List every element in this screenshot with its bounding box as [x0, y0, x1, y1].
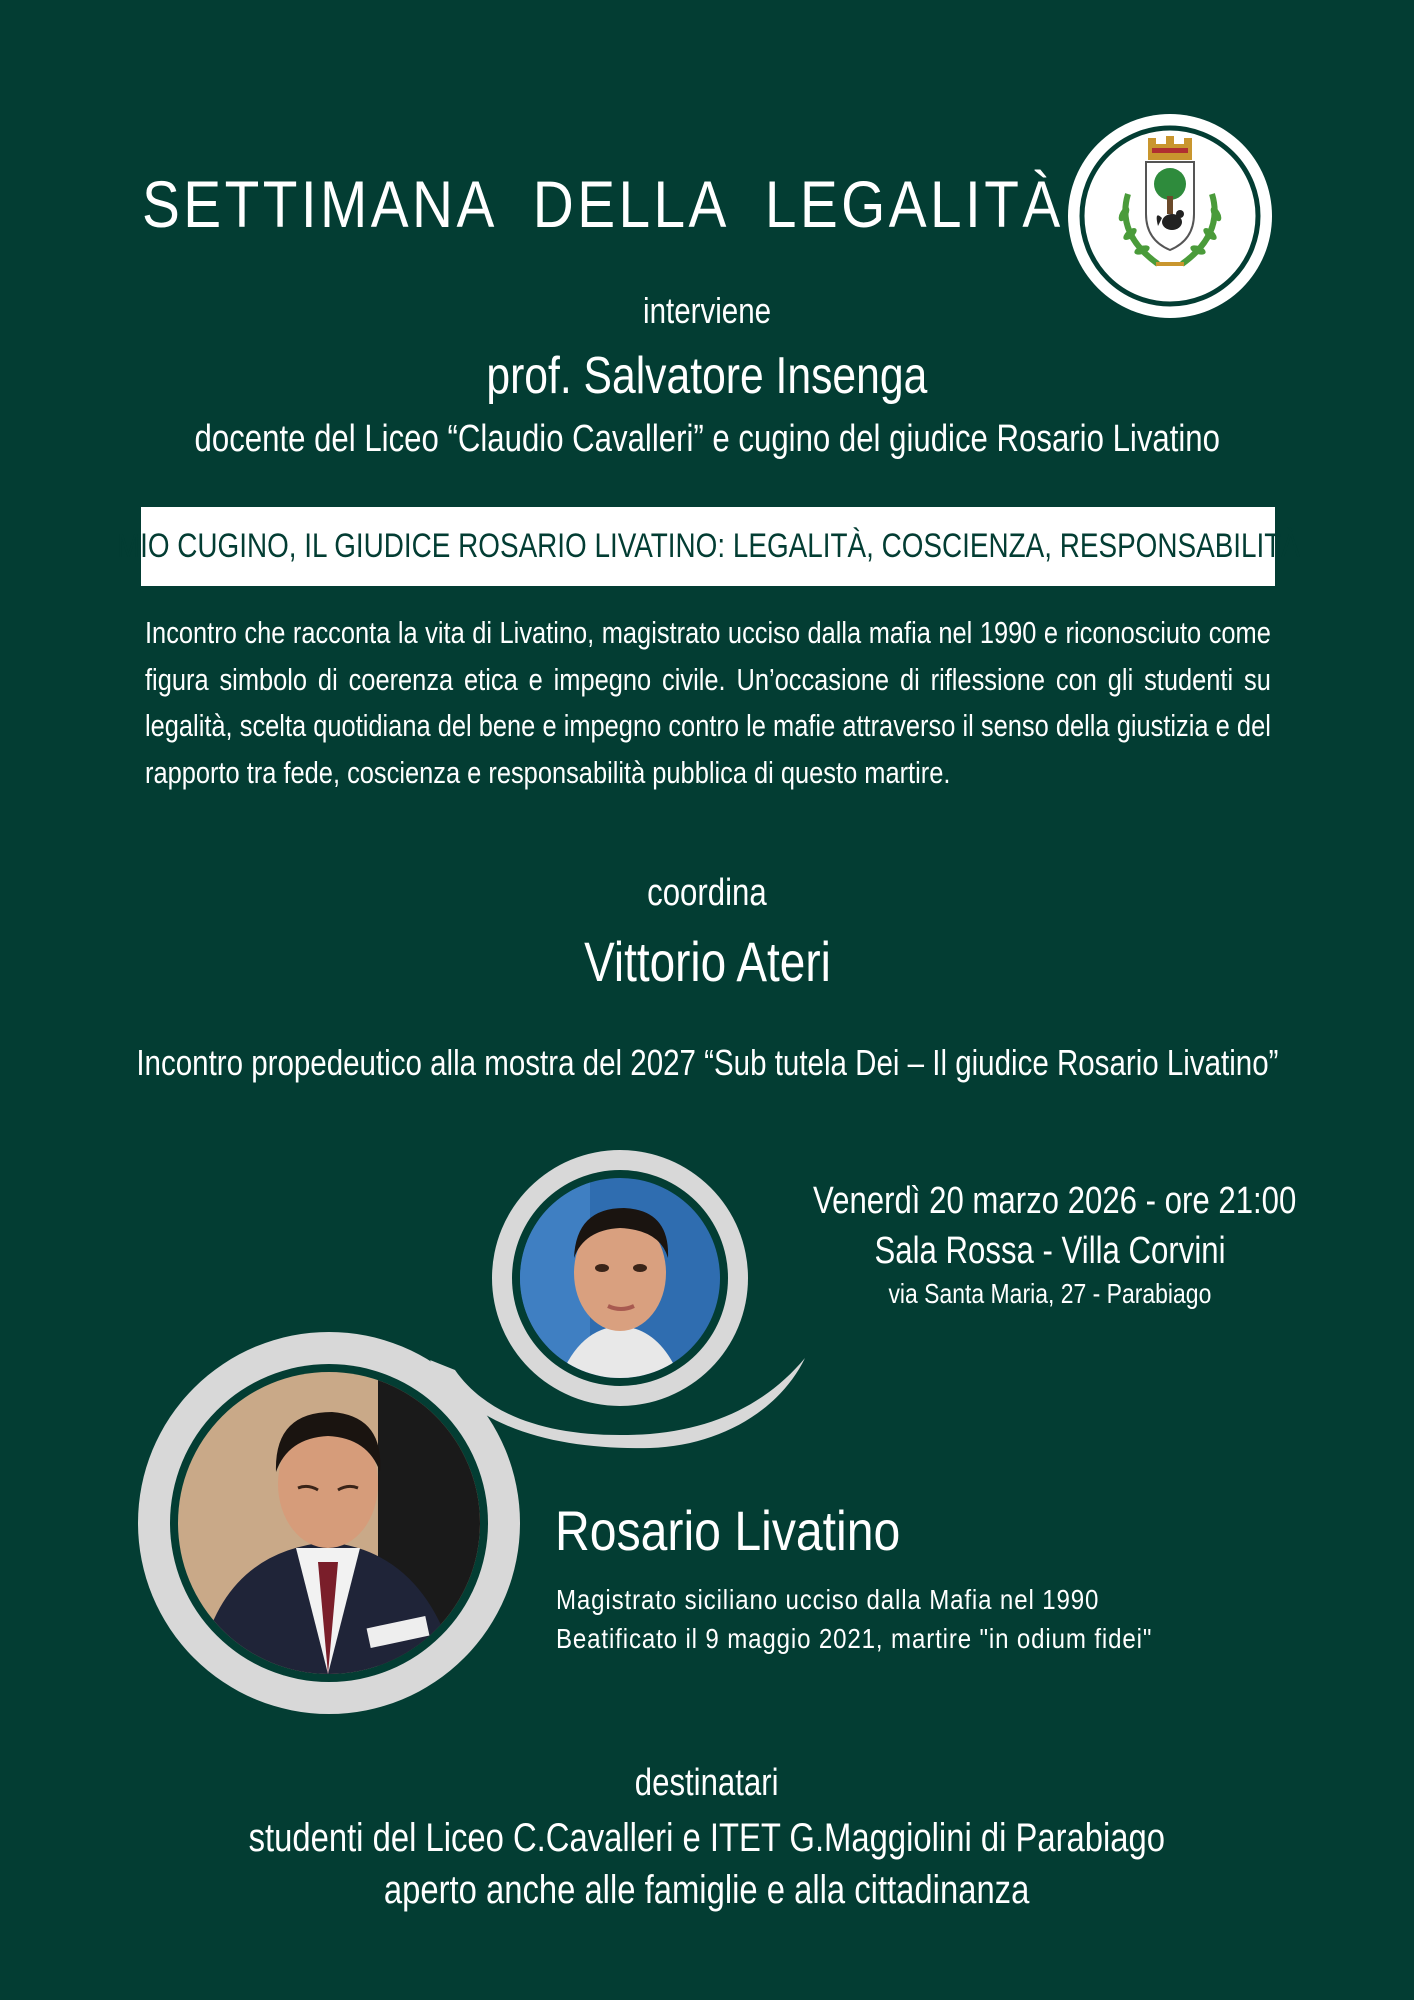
- speaker-name: [0, 346, 1414, 406]
- audience-line-2: [0, 1868, 1414, 1913]
- event-address: [760, 1278, 1340, 1310]
- event-venue-text: Sala Rossa - Villa Corvini: [874, 1230, 1226, 1272]
- exhibition-note: [0, 1042, 1414, 1084]
- coordinator-name-text: Vittorio Ateri: [583, 930, 831, 993]
- livatino-name: Rosario Livatino: [555, 1499, 901, 1562]
- coordina-label: [0, 872, 1414, 915]
- audience-label: [0, 1762, 1414, 1805]
- event-venue: [760, 1230, 1340, 1273]
- audience-line-1-text: studenti del Liceo C.Cavalleri e ITET G.Maggiolini di Parabiago: [248, 1816, 1166, 1860]
- livatino-bio-line-2: Beatificato il 9 maggio 2021, martire "in odium fidei": [556, 1623, 1153, 1654]
- description-text: Incontro che racconta la vita di Livatino, magistrato ucciso dalla mafia nel 1990 e riconosciuto come figura simbolo di coerenza etica e impegno civile. Un’occasione di riflessione con gli studenti su legalità, scelta quotidiana del bene e impegno contro le mafie attraverso il senso della giustizia e del rapporto tra fede, coscienza e responsabilità pubblica di questo martire.: [145, 615, 1271, 790]
- audience-line-2-text: aperto anche alle famiglie e alla cittadinanza: [384, 1868, 1030, 1912]
- event-date: [760, 1180, 1340, 1223]
- coordinator-name: [0, 929, 1414, 994]
- description-paragraph: [145, 610, 1271, 796]
- portrait-young-livatino: [492, 1150, 748, 1406]
- interviene-text: interviene: [643, 290, 771, 331]
- poster-title: SETTIMANA DELLA LEGALITÀ: [142, 167, 1064, 241]
- interviene-label: [0, 290, 1414, 332]
- audience-label-text: destinatari: [635, 1762, 779, 1804]
- speaker-role-text: docente del Liceo “Claudio Cavalleri” e cugino del giudice Rosario Livatino: [194, 418, 1220, 460]
- coordina-text: coordina: [647, 872, 767, 914]
- event-address-text: via Santa Maria, 27 - Parabiago: [888, 1278, 1212, 1309]
- exhibition-note-text: Incontro propedeutico alla mostra del 2027 “Sub tutela Dei – Il giudice Rosario Livatino”: [135, 1042, 1279, 1083]
- speaker-name-text: prof. Salvatore Insenga: [486, 347, 928, 405]
- portrait-livatino-at-desk: [138, 1332, 520, 1714]
- livatino-bio-line-1: Magistrato siciliano ucciso dalla Mafia nel 1990: [556, 1584, 1100, 1615]
- speaker-role: [0, 418, 1414, 461]
- subject-banner: [116, 507, 1300, 586]
- audience-line-1: [0, 1816, 1414, 1861]
- event-date-text: Venerdì 20 marzo 2026 - ore 21:00: [813, 1180, 1297, 1222]
- subject-text: MIO CUGINO, IL GIUDICE ROSARIO LIVATINO: LEGALITÀ, COSCIENZA, RESPONSABILITÀ: [116, 527, 1300, 565]
- municipal-crest-icon: [1068, 114, 1272, 318]
